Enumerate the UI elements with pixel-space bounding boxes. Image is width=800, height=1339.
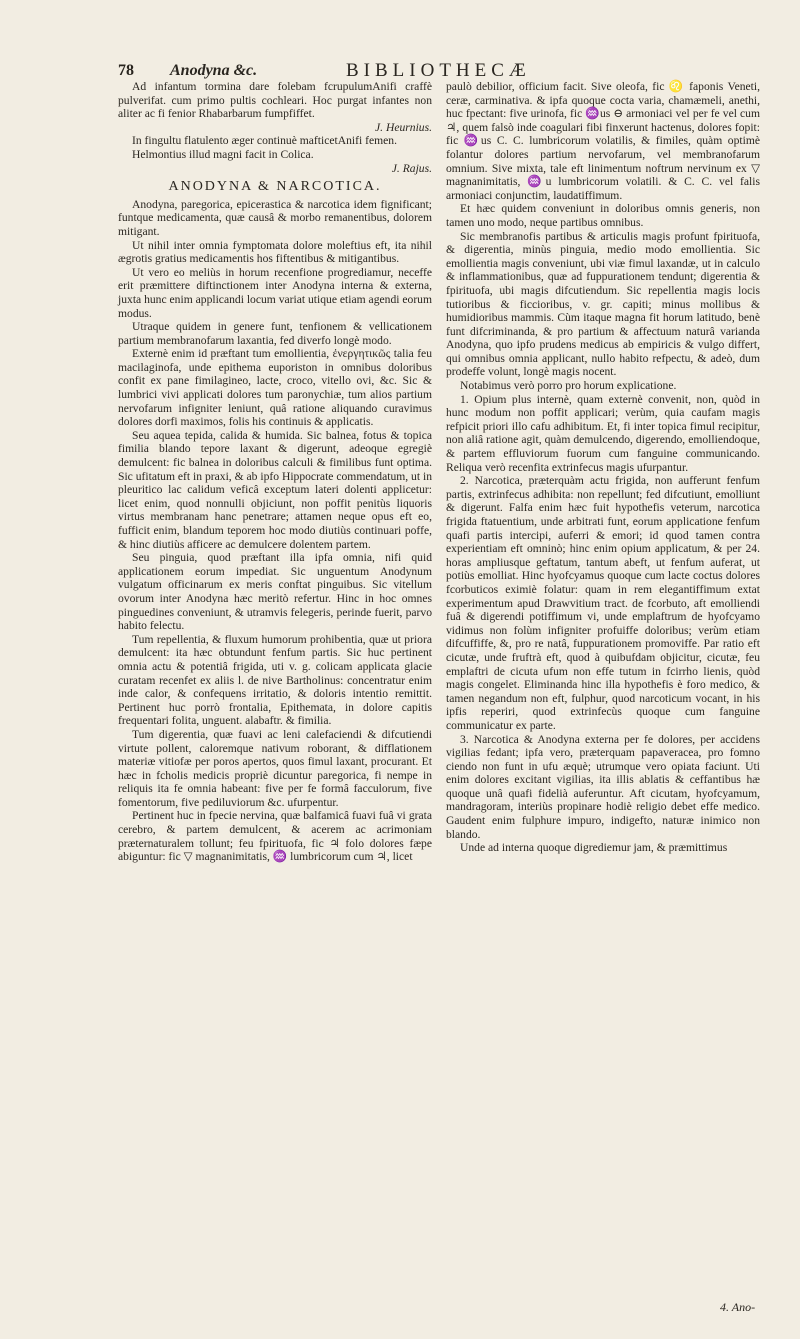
paragraph: Notabimus verò porro pro horum explicatione. (460, 379, 677, 393)
right-column (446, 80, 760, 855)
paragraph: Tum repellentia, & fluxum humorum prohibentia, quæ ut priora demulcent: ita hæc obtundunt fenfum partis. Sic huc pertinent omnia actu & potentiâ frigida, uti v. g. colicam applicata glacie curatam recenfet ex aliis l. de nive Bartholinus: concentratur enim inde calor, & confequens irritatio, & doloris intentio remittit. Pertinent huc porrò frontalia, Epithemata, in dolore capitis frequentari folita, unguent. alabaftr. & fimilia. (118, 632, 432, 728)
paragraph: Utraque quidem in genere funt, tenfionem & vellicationem partium membranofarum laxantia, fed diverfo longè modo. (118, 320, 432, 347)
paragraph: Unde ad interna quoque digrediemur jam, & præmittimus (460, 841, 728, 855)
left-column (118, 80, 432, 864)
page-number: 78 (118, 62, 134, 79)
paragraph: Helmontius illud magni facit in Colica. (132, 147, 314, 161)
paragraph: 3. Narcotica & Anodyna externa per fe dolores, per accidens vigilias fedant; ipfa vero, præterquam papaveracea, pro fomno ciendo non funt in ufu æquè; utrumque vero opiata faciunt. Uti enim dolores excitant vigilias, ita illis ablatis & ceffantibus hæ quoque unâ quafi fidelià auferuntur. Aft cicutam, hyofcyamum, mandragoram, interiùs propinare hodiè religio debet effe medico. Gaudent enim fulphure impuro, indigefto, naturæ inimico non blando. (446, 732, 760, 841)
section-heading: ANODYNA & NARCOTICA. (168, 179, 382, 195)
catchword: 4. Ano- (720, 1300, 756, 1314)
paragraph: Tum digerentia, quæ fuavi ac leni calefaciendi & difcutiendi virtute pollent, caloremque nativum roborant, & difflationem materiæ vitiofæ per poros apertos, quos fimul laxant, procurant. Et hæc in fcholis medicis propriè dicuntur paregorica, fi nempe in reliquis ita fe omnia habeant: five per fe formâ facculorum, five fomentorum, five pediluviorum &c. ufurpentur. (118, 727, 432, 809)
attribution: J. Rajus. (391, 161, 432, 175)
attribution: J. Heurnius. (375, 120, 432, 134)
paragraph: Pertinent huc in fpecie nervina, quæ balfamicâ fuavi fuâ vi grata cerebro, & partem demulcent, & acerem ac acrimoniam præternaturalem tollunt; feu fpirituofa, fic ♃ folo dolores fæpe abiguntur: fic ▽ magnanimitatis, ♒ lumbricorum cum ♃, licet (118, 809, 432, 864)
running-head: Anodyna &c. (170, 62, 258, 79)
paragraph: Externè enim id præftant tum emollientia, ἐνεργητικῶς talia feu macilaginofa, unde epithema euporiston in omnibus doloribus confit ex pane fimilagineo, lacte, croco, vitello ovi, &c. Sic & lumbrici vivi applicati dolores tum paronychiæ, tum alios partium nervofarum infigniter leniunt, quâ ratione aliquando curavimus dolores dorfi maximos, folis his continuis & applicatis. (118, 347, 432, 429)
paragraph: Anodyna, paregorica, epicerastica & narcotica idem fignificant; funtque medicamenta, quæ causâ & morbo remanentibus, dolorem mitigant. (118, 197, 432, 238)
paragraph: Seu pinguia, quod præftant illa ipfa omnia, nifi quid applicationem eorum impediat. Sic unguentum Anodynum vulgatum officinarum ex meris conftat pinguibus. Sic vitellum ovorum inter Anodyna hæc meritò refertur. Hinc in hoc omnes pinguedines conveniunt, & utramvis felegeris, perinde fuerit, parvo habito felectu. (118, 551, 432, 633)
paragraph: In fingultu flatulento æger continuè mafticetAnifi femen. (132, 134, 397, 148)
paragraph: Sic membranofis partibus & articulis magis profunt fpirituofa, & digerentia, minùs pinguia, medio modo emollientia. Sic emollientia magis conveniunt, ubi viæ fimul laxandæ, ut in calculo & inflammationibus, quæ ad fuppurationem tendunt; digerentia & fpirituofa, ubi magis difcutiendum. Sic repellentia magis locis tutioribus & ficcioribus, v. gr. capiti; minus mollibus & humidioribus mammis. Cùm itaque magna fit horum latitudo, benè funt difcriminanda, & pro partium & affectuum naturâ varianda Anodyna, quo ipfo prudens medicus ab empiricis & vulgo differt, qui omnibus omnia applicant, nullo habito refpectu, & adeò, dum prodeffe volunt, longè magis nocent. (446, 229, 760, 379)
paragraph: Et hæc quidem conveniunt in doloribus omnis generis, non tamen uno modo, neque partibus omnibus. (446, 202, 760, 229)
page-title: BIBLIOTHECÆ (346, 60, 531, 81)
paragraph: Ad infantum tormina dare folebam fcrupulumAnifi craffè pulverifat. cum primo pultis cochleari. Hoc purgat infantes non aliter ac fi fenior Rhabarbarum fumpfiffet. (118, 80, 432, 121)
paragraph: Seu aquea tepida, calida & humida. Sic balnea, fotus & topica fimilia blando tepore laxant & digerunt, adeoque egregiè demulcent: fic balnea in doloribus calculi & fimilibus funt optima. Sic ufitatum eft in praxi, & ab ipfo Hippocrate commendatum, ut in pleuritico lac calidum veficâ exceptum lateri dolenti applicetur: licet enim, quod nonnulli objiciunt, non poffit penitùs liquoris virtus membranam hanc penetrare; attamen neque opus eft eo, fufficit enim, blandum teporem hoc modo diutiùs continuari poffe, & hinc diutiùs afficere ac demulcere dolentem partem. (118, 428, 432, 551)
paragraph: Ut vero eo meliùs in horum recenfione progrediamur, neceffe erit præmittere diftinctionem inter Anodyna interna & externa, juxta hunc enim applicandi locum variat utique etiam agendi eorum modus. (118, 265, 432, 320)
paragraph: 1. Opium plus internè, quam externè convenit, non, quòd in hunc modum non poffit applicari; verùm, quia caufam magis refpicit priori illo cafu adhibitum. Et, fi inter topica fimul recipitur, non aliâ ratione agit, quàm demulcendo, digerendo, emolliendoque, & partem effluviorum fuorum cum fanguine communicando. Reliqua verò recenfita extrinfecus magis ufurpantur. (446, 392, 760, 474)
paragraph: paulò debilior, officium facit. Sive oleofa, fic ♌ faponis Veneti, ceræ, carminativa. & ipfa quoque cocta varia, chamæmeli, anethi, huc fpectant: five urinofa, fic ♒us ⊖ armoniaci vel per fe vel cum ♃, quem falsò inde coagulari fibi finxerunt hactenus, dolores fopit: fic ♒us C. C. lumbricorum volatilis, & fimiles, quàm optimè folantur dolores partium nervofarum, vel membranofarum omnium. Sive mixta, tale eft linimentum noftrum nervinum ex ▽ magnanimitatis, ♒u lumbricorum volatili. & C. C. vel falis armoniaci conjunctim, laudatiffimum. (446, 80, 760, 202)
paragraph: 2. Narcotica, præterquàm actu frigida, non aufferunt fenfum partis, extrinfecus adhibita: non repellunt; fed difcutiunt, emolliunt & digerunt. Falfa enim hæc fuit hypothefis veterum, narcotica frigida ftatuentium, unde arbitrati funt, eorum applicatione fenfum quafi partis intercipi, auferri & emori; id quod tamen contra experientiam eft omninò; hinc enim opium applicatum, & per 24. horas ampliusque geftatum, tantum abeft, ut fenfum auferat, ut potiùs emolliat. Hinc hyofcyamus quoque cum lacte coctus dolores fcorbuticos eximiè folatur: quam in rem elegantiffimum extat experimentum apud Drawvitium tract. de fcorbuto, aft emolliendi fuâ & digerendi potiffimum vi, unde emplaftrum de hyofcyamo vidimus non folùm infigniter profuiffe doloribus; verùm etiam difcuffiffe, &, pro re natâ, fuppurationem promoviffe. Par ratio eft cicutæ, unde fruftrà eft, quod à quibufdam objicitur, cicutæ, feu emplaftri de cicuta ufum non effe tutum in fcirrho lienis, quòd magis congelet. Eliminanda hinc illa hypothefis è foro medico, & tamen negandum non eft, fulphur, quod narcoticum vocant, in his ipfis reperiri, quod extrinfecùs quoque cum fanguine communicatur ex parte. (446, 474, 760, 732)
paragraph: Ut nihil inter omnia fymptomata dolore moleftius eft, ita nihil ægrotis gratius medicamentis hos fiftentibus & mitigantibus. (118, 238, 432, 266)
